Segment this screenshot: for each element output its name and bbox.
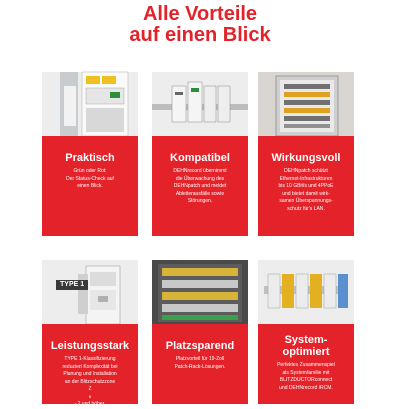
type1-surge-arrester-icon xyxy=(42,260,138,324)
page-title xyxy=(0,4,400,46)
description-line: Patch-Rack-Lösungen. xyxy=(174,363,226,370)
description-line: BLITZDUCTORconnect xyxy=(279,377,333,383)
feature-card-leistungsstark xyxy=(42,260,138,407)
description-line: reduziert Komplexität bei xyxy=(62,363,118,370)
description-line: DEHNpatch und meldet xyxy=(173,183,227,189)
din-rail-modules-icon xyxy=(152,72,248,136)
description-line: Störungen. xyxy=(187,198,213,204)
title-line: optimiert xyxy=(282,346,330,358)
zone-subscript: B xyxy=(88,394,92,399)
description-line: und bietet damit wirk- xyxy=(282,190,330,197)
feature-card-description xyxy=(258,164,354,213)
din-rail-modules-image xyxy=(152,72,248,136)
feature-card-title xyxy=(258,324,354,358)
feature-card-title: Wirkungsvoll xyxy=(271,152,341,164)
patch-rack-icon xyxy=(152,260,248,324)
type1-badge xyxy=(56,280,88,290)
description-line: samen Überspannungs- xyxy=(279,198,333,204)
description-line: Grün oder Rot: xyxy=(73,168,107,174)
description-line: Platzvorteil für 19-Zoll xyxy=(175,356,225,362)
server-cabinet-image xyxy=(258,72,354,136)
title-line: System- xyxy=(284,334,328,346)
feature-card-praktisch xyxy=(42,72,138,236)
description-line: DEHNpatch schützt xyxy=(284,168,328,174)
feature-card-panel xyxy=(42,136,138,236)
description-line: Perfektes Zusammenspiel xyxy=(277,362,335,368)
patch-rack-image xyxy=(152,260,248,324)
zone-symbol: Z xyxy=(88,386,92,392)
type1-badge-label: TYPE 1 xyxy=(60,281,85,288)
surge-protector-module-image xyxy=(42,72,138,136)
feature-card-kompatibel xyxy=(152,72,248,236)
feature-card-wirkungsvoll xyxy=(258,72,354,236)
description-line: einen Blick. xyxy=(77,183,103,189)
description-line: als Systemfamilie mit xyxy=(282,369,330,376)
description-line: Der Status-Check auf xyxy=(66,175,114,182)
feature-card-title: Kompatibel xyxy=(170,152,230,164)
description-line: an der Blitzschutzzone xyxy=(64,378,116,385)
feature-card-panel xyxy=(258,324,354,404)
feature-card-description xyxy=(152,164,248,206)
description-line: Ableiterausfälle sowie xyxy=(175,190,225,197)
feature-card-panel xyxy=(152,136,248,236)
zone-text: - 2 und höher. xyxy=(74,401,106,407)
description-line: schutz für's LAN. xyxy=(287,205,325,212)
feature-card-description xyxy=(258,358,354,392)
system-family-devices-icon xyxy=(258,260,354,324)
page-title-line2: auf einen Blick xyxy=(129,24,271,46)
feature-card-panel xyxy=(152,324,248,404)
description-line: und DEHNrecord IRCM. xyxy=(279,384,333,391)
feature-card-platzsparend xyxy=(152,260,248,404)
feature-card-description xyxy=(42,164,138,191)
feature-card-title: Leistungsstark xyxy=(50,340,130,352)
page-title-line1: Alle Vorteile xyxy=(142,3,258,25)
server-cabinet-icon xyxy=(258,72,354,136)
description-line: Ethernet-Infrastrukturen xyxy=(279,175,333,182)
feature-card-panel xyxy=(258,136,354,236)
surge-protector-module-icon xyxy=(42,72,138,136)
type1-surge-arrester-image xyxy=(42,260,138,324)
feature-card-systemoptimiert xyxy=(258,260,354,404)
description-line: Planung und Installation xyxy=(63,371,117,377)
description-line: DEHNrecord übernimmt xyxy=(173,168,227,174)
feature-card-title: Praktisch xyxy=(65,152,115,164)
feature-card-description xyxy=(42,352,138,409)
description-line: TYPE 1-Klassifizierung xyxy=(64,356,116,362)
description-line: bis 10 GBit/s und 4PPoE xyxy=(278,183,334,189)
description-line: die Überwachung des xyxy=(175,175,225,182)
feature-card-panel xyxy=(42,324,138,407)
system-family-devices-image xyxy=(258,260,354,324)
feature-card-description xyxy=(152,352,248,371)
description-line xyxy=(48,386,132,409)
feature-card-title: Platzsparend xyxy=(165,340,235,352)
